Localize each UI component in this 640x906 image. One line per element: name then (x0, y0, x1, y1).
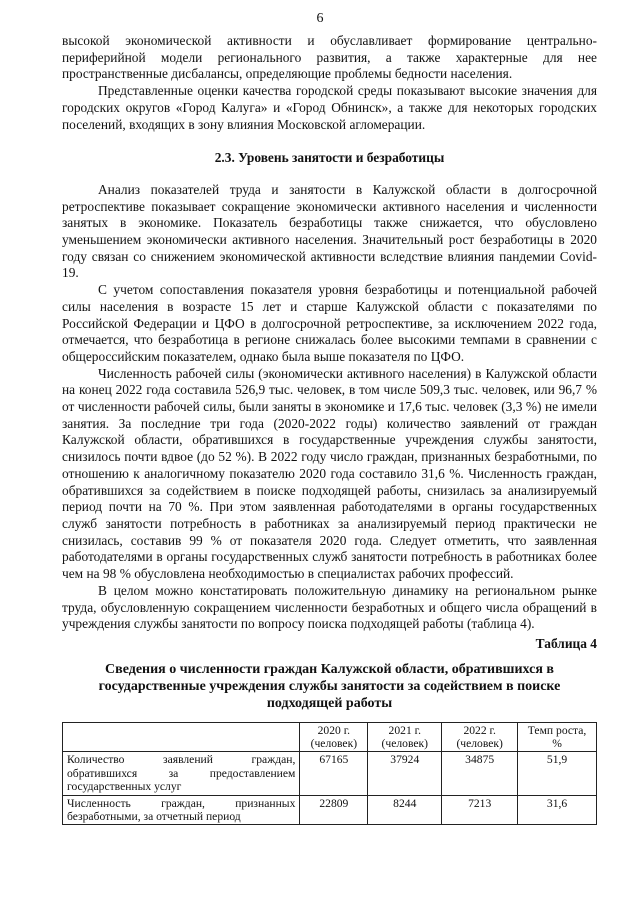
data-table (62, 722, 597, 826)
table-label: Таблица 4 (535, 635, 597, 651)
table-cell: 34875 (442, 752, 518, 795)
table-cell: 51,9 (518, 752, 597, 795)
table-header-cell: Темп роста, % (518, 722, 597, 752)
paragraph: Анализ показателей труда и занятости в Калужской области в долгосрочной ретроспективе показывает сокращение экономически активного населения и численности занятых в экономике. Показатель безработицы также снижается, что обусловлено уменьшением экономически активного населения. Значительный рост безработицы в 2020 году связан со снижением экономической активности вследствие влияния пандемии Covid-19. (62, 181, 597, 281)
paragraph: Численность рабочей силы (экономически активного населения) в Калужской области на конец 2022 года составила 526,9 тыс. человек, в том числе 509,3 тыс. человек, или 96,7 % от численности рабочей силы, были заняты в экономике и 17,6 тыс. человек (3,3 %) не имели занятия. За последние три года (2020-2022 годы) количество заявлений от граждан Калужской области, обратившихся в государственные учреждения службы занятости, снизилось почти вдвое (до 52 %). В 2022 году число граждан, признанных безработными, по отношению к аналогичному показателю 2020 года составило 31,6 %. Численность граждан, обратившихся за содействием в поиске подходящей работы, снизилась за анализируемый период почти на 70 %. При этом заявленная работодателями в органы государственных служб занятости потребность в работниках за анализируемый период практически не снизилась, составив 99 % от показателя 2020 года. Следует отметить, что заявленная работодателями в органы государственных служб занятости потребность в работниках более чем на 98 % обусловлена необходимостью в специалистах рабочих профессий. (62, 365, 597, 582)
table-cell: 22809 (300, 795, 368, 825)
table-cell: 67165 (300, 752, 368, 795)
paragraph: высокой экономической активности и обуславливает формирование центрально-периферийной модели регионального развития, а также характерные для нее пространственные дисбалансы, определяющие проблемы бедности населения. (62, 33, 597, 82)
table-cell: 31,6 (518, 795, 597, 825)
table-title: Сведения о численности граждан Калужской области, обратившихся в государственные учреждения службы занятости за содействием в поиске подходящей работы (98, 661, 561, 711)
table-header-cell: 2022 г. (человек) (442, 722, 518, 752)
table-cell: 7213 (442, 795, 518, 825)
section-heading: 2.3. Уровень занятости и безработицы (214, 150, 445, 166)
paragraph: Представленные оценки качества городской среды показывают высокие значения для городских округов «Город Калуга» и «Город Обнинск», а также для некоторых городских поселений, входящих в зону влияния Московской агломерации. (62, 83, 597, 132)
table-cell-label: Количество заявлений граждан, обратившихся за предоставлением государственных услуг (63, 752, 300, 795)
table-header-cell: 2021 г. (человек) (368, 722, 442, 752)
table-cell: 8244 (368, 795, 442, 825)
table-header-row (63, 722, 597, 752)
table-header-cell (63, 722, 300, 752)
paragraph: С учетом сопоставления показателя уровня безработицы и потенциальной рабочей силы населения в возрасте 15 лет и старше Калужской области с показателями по Российской Федерации и ЦФО в долгосрочной ретроспективе, за исключением 2022 года, отмечается, что безработица в регионе снижалась более высокими темпами в сравнении с общероссийским показателем, однако была выше показателя по ЦФО. (62, 282, 597, 364)
table-cell-label: Численность граждан, признанных безработными, за отчетный период (63, 795, 300, 825)
table-row (63, 795, 597, 825)
table-row (63, 752, 597, 795)
document-body (62, 33, 597, 825)
page-number: 6 (316, 11, 324, 26)
paragraph: В целом можно констатировать положительную динамику на региональном рынке труда, обусловленную сокращением численности безработных и общего числа обращений в учреждения службы занятости по вопросу поиска подходящей работы (таблица 4). (62, 582, 597, 632)
table-cell: 37924 (368, 752, 442, 795)
table-header-cell: 2020 г. (человек) (300, 722, 368, 752)
